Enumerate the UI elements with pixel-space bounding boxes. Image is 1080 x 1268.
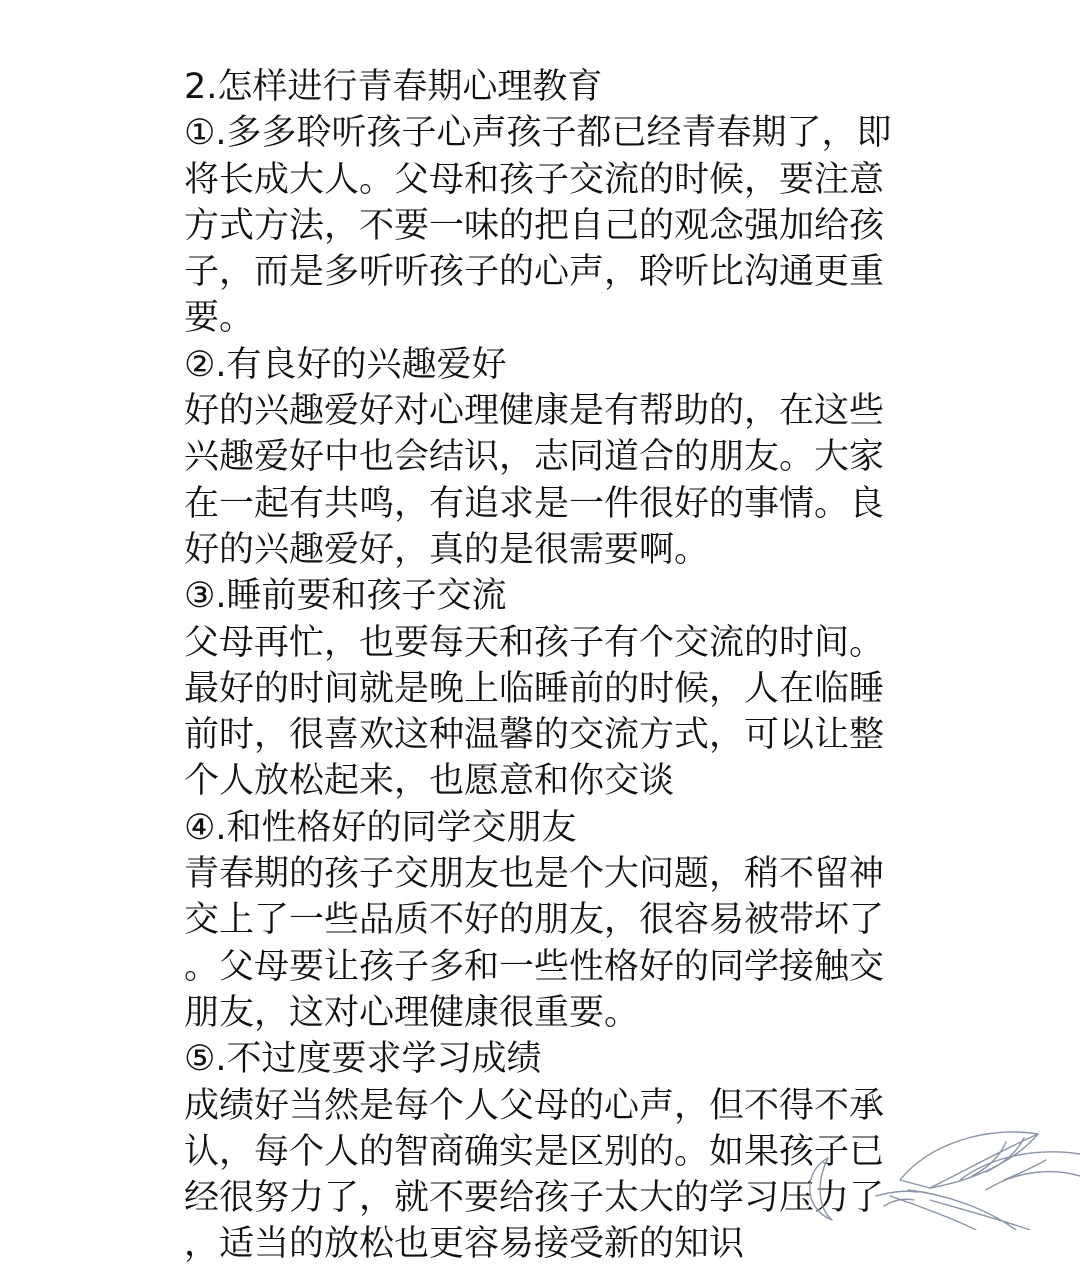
point-4-body-line: 青春期的孩子交朋友也是个大问题，稍不留神 bbox=[184, 854, 885, 895]
point-5-body-line: ，适当的放松也更容易接受新的知识 bbox=[184, 1224, 745, 1265]
point-2-body-line: 好的兴趣爱好，真的是很需要啊。 bbox=[184, 529, 710, 570]
point-5-title: ⑤.不过度要求学习成绩 bbox=[184, 1039, 542, 1080]
point-3-body-line: 个人放松起来，也愿意和你交谈 bbox=[184, 761, 675, 802]
magnolia-flower-moon-sketch-icon bbox=[780, 1030, 1080, 1230]
point-5-body-line: 经很努力了，就不要给孩子太大的学习压力了 bbox=[184, 1178, 885, 1219]
point-1-body-line: 将长成大人。父母和孩子交流的时候，要注意 bbox=[184, 159, 885, 200]
point-4-title: ④.和性格好的同学交朋友 bbox=[184, 807, 577, 848]
point-1-body-line: 要。 bbox=[184, 298, 255, 339]
point-1-body-line: 子，而是多听听孩子的心声，聆听比沟通更重 bbox=[184, 252, 885, 293]
point-1-title-line: ①.多多聆听孩子心声孩子都已经青春期了，即 bbox=[184, 113, 892, 154]
point-1-body-line: 方式方法，不要一味的把自己的观念强加给孩 bbox=[184, 205, 885, 246]
point-5-body-line: 认，每个人的智商确实是区别的。如果孩子已 bbox=[184, 1131, 885, 1172]
point-3-body-line: 最好的时间就是晚上临睡前的时候，人在临睡 bbox=[184, 668, 885, 709]
point-2-title: ②.有良好的兴趣爱好 bbox=[184, 344, 507, 385]
point-4-body-line: 。父母要让孩子多和一些性格好的同学接触交 bbox=[184, 946, 885, 987]
point-4-body-line: 交上了一些品质不好的朋友，很容易被带坏了 bbox=[184, 900, 885, 941]
point-4-body-line: 朋友，这对心理健康很重要。 bbox=[184, 992, 640, 1033]
point-3-body-line: 父母再忙，也要每天和孩子有个交流的时间。 bbox=[184, 622, 885, 663]
point-3-title: ③.睡前要和孩子交流 bbox=[184, 576, 507, 617]
point-2-body-line: 在一起有共鸣，有追求是一件很好的事情。良 bbox=[184, 483, 885, 524]
point-5-body-line: 成绩好当然是每个人父母的心声，但不得不承 bbox=[184, 1085, 885, 1126]
point-3-body-line: 前时，很喜欢这种温馨的交流方式，可以让整 bbox=[184, 715, 885, 756]
point-2-body-line: 好的兴趣爱好对心理健康是有帮助的，在这些 bbox=[184, 391, 885, 432]
section-heading: 2.怎样进行青春期心理教育 bbox=[184, 67, 603, 107]
point-2-body-line: 兴趣爱好中也会结识，志同道合的朋友。大家 bbox=[184, 437, 885, 478]
